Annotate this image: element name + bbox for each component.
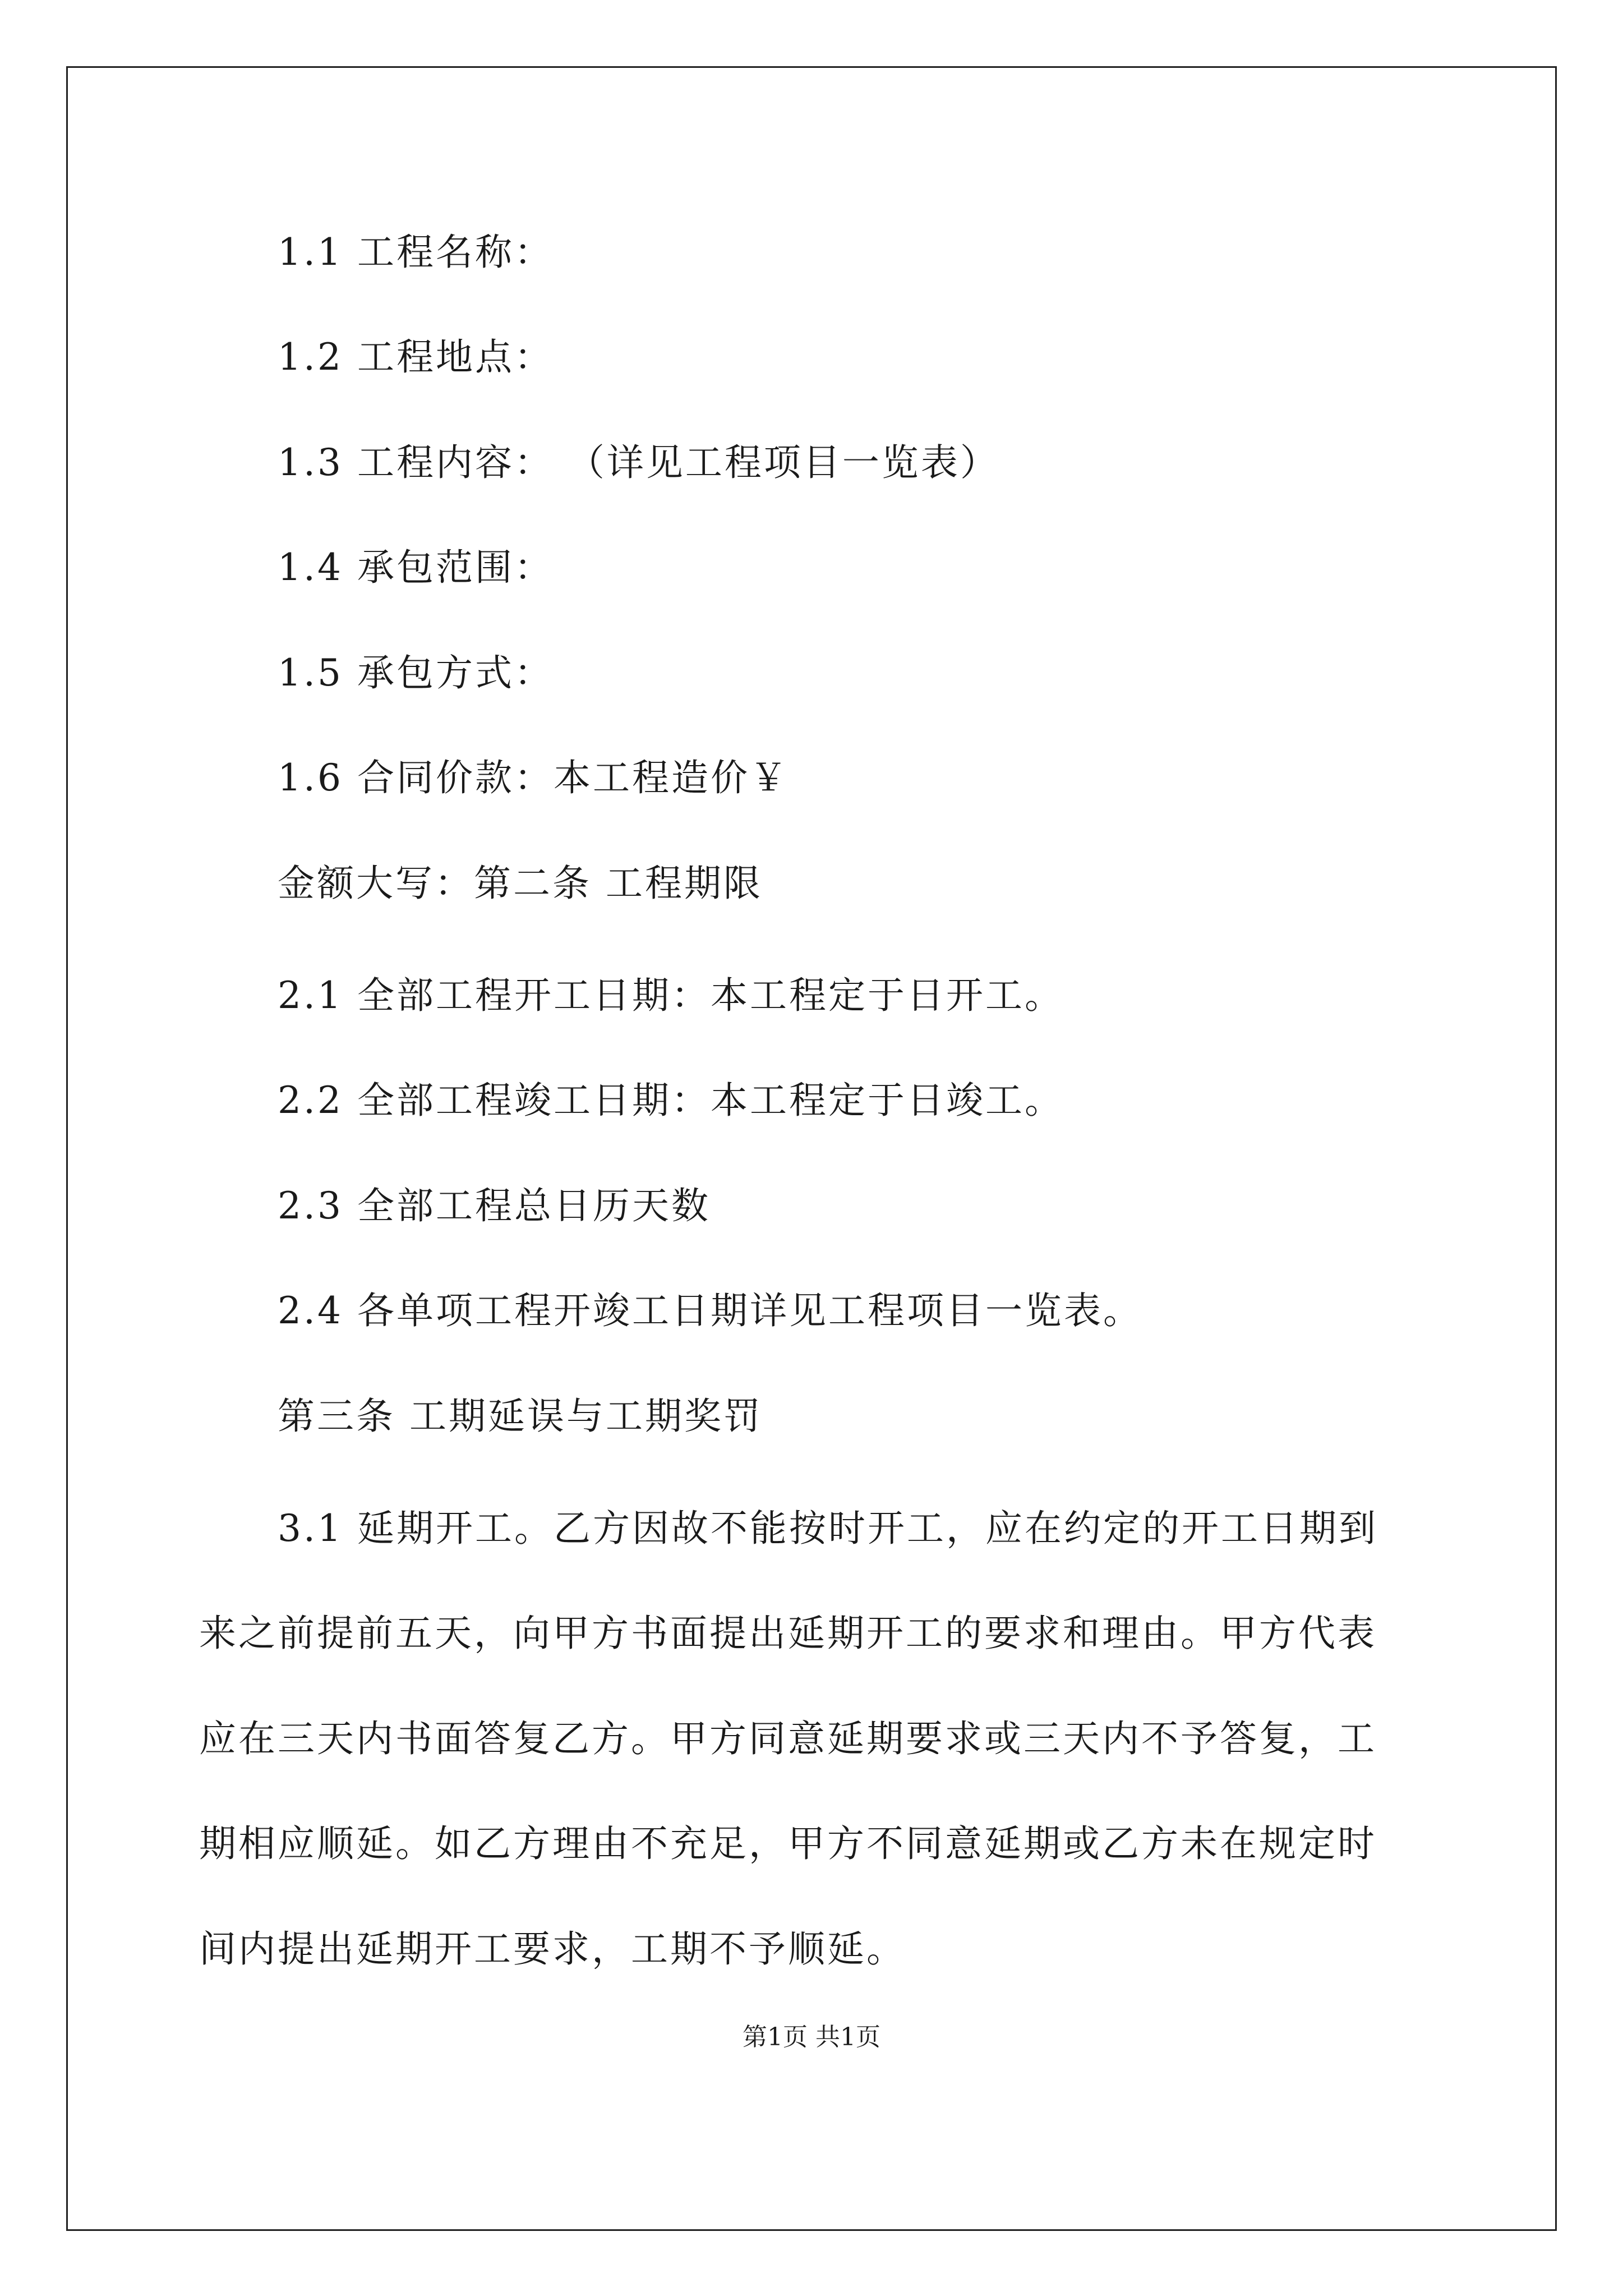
item-1-1: 1.1 工程名称： [278, 231, 554, 274]
item-1-6: 1.6 合同价款：本工程造价￥ [278, 756, 789, 799]
section-2-heading: 金额大写：第二条 工程期限 [278, 862, 763, 905]
page-border [66, 66, 1557, 2231]
item-2-4: 2.4 各单项工程开竣工日期详见工程项目一览表。 [278, 1289, 1142, 1332]
paragraph-3-1-line-4: 期相应顺延。如乙方理由不充足，甲方不同意延期或乙方未在规定时 [199, 1822, 1377, 1865]
item-1-4: 1.4 承包范围： [278, 546, 554, 589]
paragraph-3-1-line-5: 间内提出延期开工要求，工期不予顺延。 [199, 1927, 906, 1971]
item-1-3: 1.3 工程内容： （详见工程项目一览表） [278, 441, 999, 484]
item-2-2: 2.2 全部工程竣工日期：本工程定于日竣工。 [278, 1079, 1064, 1122]
paragraph-3-1-line-2: 来之前提前五天，向甲方书面提出延期开工的要求和理由。甲方代表 [199, 1612, 1377, 1655]
section-3-heading: 第三条 工期延误与工期奖罚 [278, 1395, 763, 1438]
item-1-2: 1.2 工程地点： [278, 335, 554, 379]
item-2-1: 2.1 全部工程开工日期：本工程定于日开工。 [278, 974, 1064, 1017]
paragraph-3-1-line-1: 3.1 延期开工。乙方因故不能按时开工，应在约定的开工日期到 [278, 1507, 1378, 1550]
page-footer: 第1页 共1页 [743, 2023, 880, 2051]
paragraph-3-1-line-3: 应在三天内书面答复乙方。甲方同意延期要求或三天内不予答复，工 [199, 1717, 1377, 1760]
item-1-5: 1.5 承包方式： [278, 651, 554, 694]
item-2-3: 2.3 全部工程总日历天数 [278, 1184, 711, 1227]
